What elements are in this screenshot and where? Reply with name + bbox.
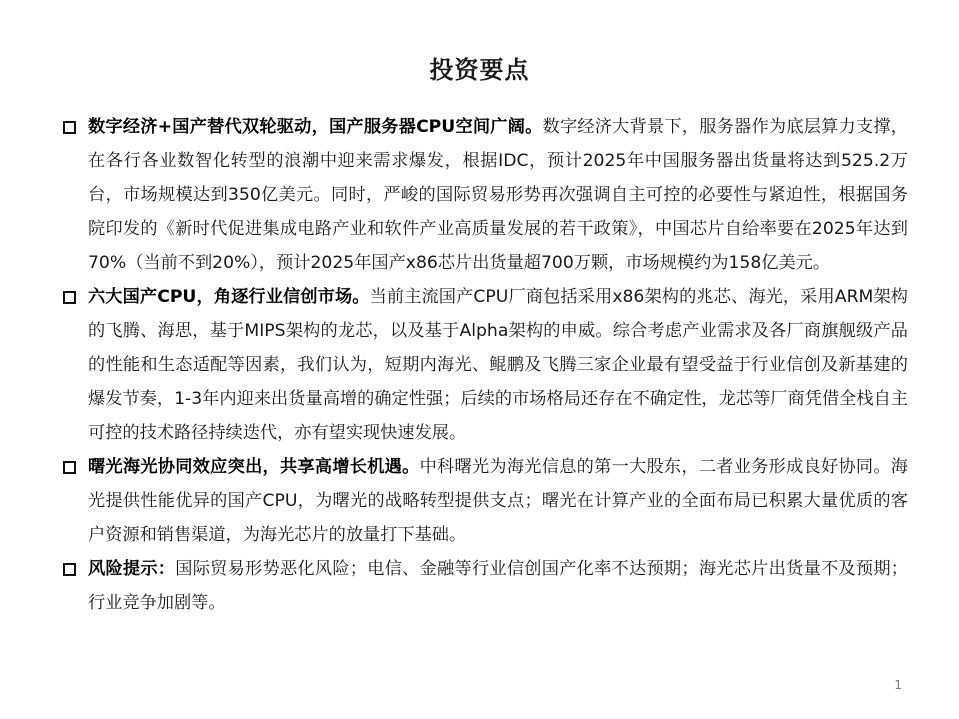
key-point-text: 当前主流国产CPU厂商包括采用x86架构的兆芯、海光，采用ARM架构的飞腾、海思，基于MIPS架构的龙芯，以及基于Alpha架构的申威。综合考虑产业需求及各厂商旗舰级产品的性能和生态适配等因素，我们认为，短期内海光、鲲鹏及飞腾三家企业最有望受益于行业信创及新基建的爆发节奏，1-3年内迎来出货量高增的确定性强；后续的市场格局还存在不确定性，龙芯等厂商凭借全栈自主可控的技术路径持续迭代，亦有望实现快速发展。 [88, 287, 908, 443]
key-points-list [60, 110, 908, 620]
page-title: 投资要点 [429, 56, 530, 84]
square-bullet-icon [63, 121, 76, 134]
square-bullet-icon [63, 291, 76, 304]
key-point-3 [60, 450, 908, 552]
square-bullet-icon [63, 461, 76, 474]
risk-warning-heading: 风险提示： [88, 559, 176, 579]
key-point-text: 中科曙光为海光信息的第一大股东，二者业务形成良好协同。海光提供性能优异的国产CPU，为曙光的战略转型提供支点；曙光在计算产业的全面布局已积累大量优质的客户资源和销售渠道，为海光芯片的放量打下基础。 [88, 457, 908, 545]
risk-warning [60, 552, 908, 620]
key-point-heading: 曙光海光协同效应突出，共享高增长机遇。 [88, 457, 420, 477]
key-point-2 [60, 280, 908, 450]
square-bullet-icon [63, 563, 76, 576]
page-number: 1 [894, 678, 902, 692]
key-point-text: 数字经济大背景下，服务器作为底层算力支撑，在各行各业数智化转型的浪潮中迎来需求爆发，根据IDC，预计2025年中国服务器出货量将达到525.2万台，市场规模达到350亿美元。同时，严峻的国际贸易形势再次强调自主可控的必要性与紧迫性，根据国务院印发的《新时代促进集成电路产业和软件产业高质量发展的若干政策》，中国芯片自给率要在2025年达到70%（当前不到20%），预计2025年国产x86芯片出货量超700万颗，市场规模约为158亿美元。 [88, 117, 908, 273]
key-point-heading: 数字经济+国产替代双轮驱动，国产服务器CPU空间广阔。 [88, 117, 543, 137]
key-point-heading: 六大国产CPU，角逐行业信创市场。 [88, 287, 370, 307]
key-point-1 [60, 110, 908, 280]
risk-warning-text: 国际贸易形势恶化风险；电信、金融等行业信创国产化率不达预期；海光芯片出货量不及预期；行业竞争加剧等。 [88, 559, 908, 613]
